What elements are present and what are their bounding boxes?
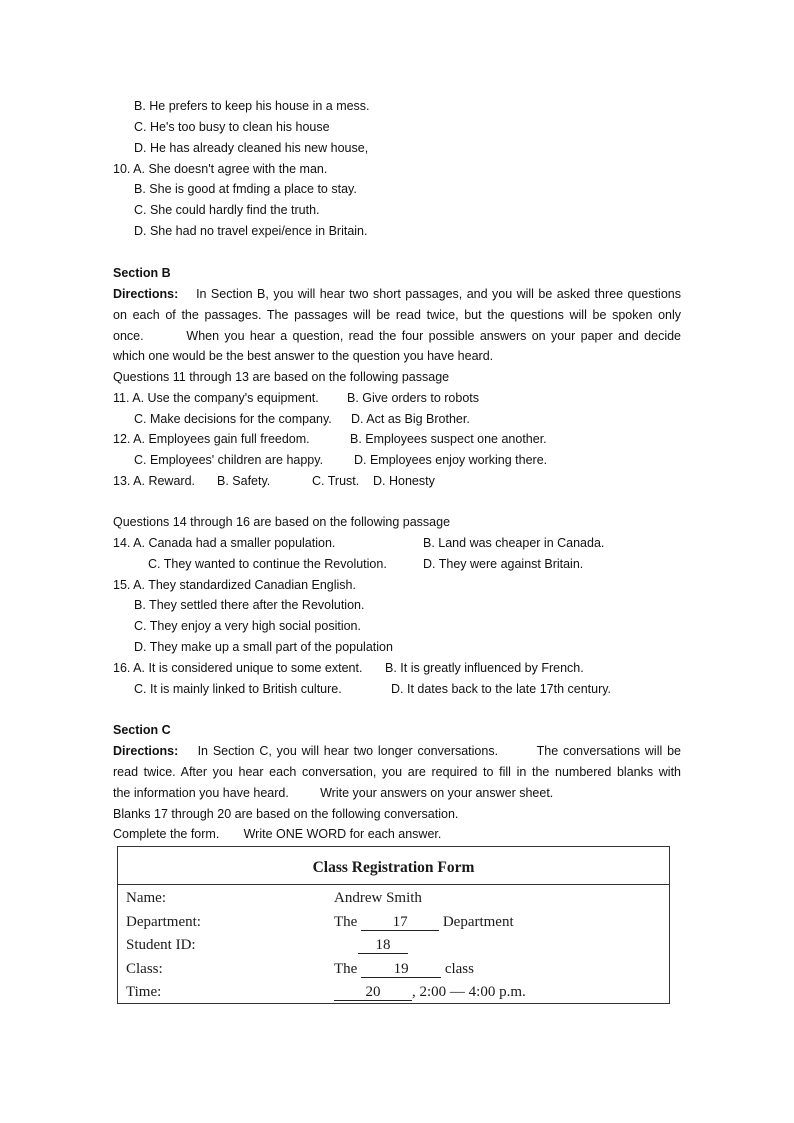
form-title: Class Registration Form	[312, 859, 475, 876]
q12-option-c: C. Employees' children are happy.	[134, 453, 324, 467]
q15-option-c: C. They enjoy a very high social position.	[134, 619, 361, 633]
q14-option-c: C. They wanted to continue the Revolution.	[148, 557, 387, 571]
form-row-time	[126, 984, 661, 1004]
class-suffix: class	[444, 961, 474, 977]
directions-text: once.	[113, 329, 144, 343]
section-b-directions-2: on each of the passages. The passages will be read twice, but the questions will be spoken only	[113, 308, 681, 322]
q11-option-a: 11. A. Use the company's equipment.	[113, 391, 319, 405]
q12-option-a: 12. A. Employees gain full freedom.	[113, 432, 310, 446]
form-row-name	[126, 890, 661, 910]
q15-option-b: B. They settled there after the Revolution.	[134, 598, 365, 612]
blank-19: 19	[361, 961, 441, 978]
q10-option-a: 10. A. She doesn't agree with the man.	[113, 162, 328, 176]
q16-option-a: 16. A. It is considered unique to some extent.	[113, 661, 363, 675]
directions-label: Directions:	[113, 744, 179, 758]
name-value: Andrew Smith	[334, 890, 422, 906]
intro-11-13: Questions 11 through 13 are based on the following passage	[113, 370, 450, 384]
complete-text: Complete the form.	[113, 827, 220, 841]
section-c-directions-3	[113, 784, 681, 802]
q12-row-2	[134, 451, 702, 469]
department-value	[334, 914, 514, 931]
student-id-value	[358, 937, 408, 954]
time-value	[334, 984, 526, 1001]
intro-14-16: Questions 14 through 16 are based on the following passage	[113, 515, 451, 529]
q11-row-2	[134, 410, 702, 428]
section-c-directions-1	[113, 742, 681, 760]
q11-option-d: D. Act as Big Brother.	[351, 412, 470, 426]
directions-text: When you hear a question, read the four possible answers on your paper and decide	[186, 329, 681, 343]
department-suffix: Department	[442, 914, 514, 930]
q10-option-d: D. She had no travel expei/ence in Britain.	[134, 224, 368, 238]
department-label: Department:	[126, 914, 201, 930]
directions-text: In Section B, you will hear two short passages, and you will be asked three questions	[196, 287, 681, 301]
q13-row	[113, 472, 681, 490]
q13-option-c: C. Trust.	[312, 474, 360, 488]
directions-text: The conversations will be	[536, 744, 681, 758]
section-b-directions-1	[113, 285, 681, 303]
q14-row-2	[148, 555, 716, 573]
department-prefix: The	[334, 914, 358, 930]
form-row-student-id	[126, 937, 661, 957]
blank-18: 18	[358, 937, 408, 954]
intro-17-20: Blanks 17 through 20 are based on the following conversation.	[113, 807, 459, 821]
q14-row-1	[113, 534, 681, 552]
directions-label: Directions:	[113, 287, 179, 301]
q13-option-a: 13. A. Reward.	[113, 474, 195, 488]
section-b-heading: Section B	[113, 266, 171, 280]
q16-option-d: D. It dates back to the late 17th century.	[391, 682, 612, 696]
q15-option-d: D. They make up a small part of the population	[134, 640, 393, 654]
q12-option-b: B. Employees suspect one another.	[350, 432, 547, 446]
q16-option-b: B. It is greatly influenced by French.	[385, 661, 584, 675]
q11-option-b: B. Give orders to robots	[347, 391, 480, 405]
class-registration-form	[117, 846, 670, 1004]
form-divider	[118, 884, 669, 885]
q11-row-1	[113, 389, 681, 407]
q16-option-c: C. It is mainly linked to British culture.	[134, 682, 342, 696]
directions-text: Write your answers on your answer sheet.	[320, 786, 554, 800]
q9-option-b: B. He prefers to keep his house in a mess.	[134, 99, 370, 113]
form-row-class	[126, 961, 661, 981]
q15-option-a: 15. A. They standardized Canadian English.	[113, 578, 356, 592]
directions-text: In Section C, you will hear two longer conversations.	[197, 744, 499, 758]
q9-option-c: C. He's too busy to clean his house	[134, 120, 330, 134]
q10-option-c: C. She could hardly find the truth.	[134, 203, 320, 217]
q10-option-b: B. She is good at fmding a place to stay.	[134, 182, 357, 196]
q11-option-c: C. Make decisions for the company.	[134, 412, 332, 426]
form-row-department	[126, 914, 661, 934]
q14-option-d: D. They were against Britain.	[423, 557, 584, 571]
complete-instruction	[113, 825, 681, 843]
class-label: Class:	[126, 961, 163, 977]
complete-text: Write ONE WORD for each answer.	[243, 827, 442, 841]
student-id-label: Student ID:	[126, 937, 196, 953]
q16-row-2	[134, 680, 702, 698]
section-b-directions-3	[113, 327, 681, 345]
directions-text: the information you have heard.	[113, 786, 289, 800]
q12-option-d: D. Employees enjoy working there.	[354, 453, 548, 467]
q16-row-1	[113, 659, 681, 677]
q13-option-d: D. Honesty	[373, 474, 435, 488]
section-c-heading: Section C	[113, 723, 171, 737]
time-suffix: , 2:00 — 4:00 p.m.	[412, 984, 526, 1000]
class-value	[334, 961, 474, 978]
q12-row-1	[113, 430, 681, 448]
q14-option-b: B. Land was cheaper in Canada.	[423, 536, 605, 550]
blank-20: 20	[334, 984, 412, 1001]
blank-17: 17	[361, 914, 439, 931]
section-c-directions-2: read twice. After you hear each conversation, you are required to fill in the numbered blanks with	[113, 765, 681, 779]
section-b-directions-4: which one would be the best answer to the question you have heard.	[113, 349, 494, 363]
q9-option-d: D. He has already cleaned his new house,	[134, 141, 369, 155]
time-label: Time:	[126, 984, 162, 1000]
class-prefix: The	[334, 961, 358, 977]
name-label: Name:	[126, 890, 166, 906]
q14-option-a: 14. A. Canada had a smaller population.	[113, 536, 336, 550]
q13-option-b: B. Safety.	[217, 474, 271, 488]
